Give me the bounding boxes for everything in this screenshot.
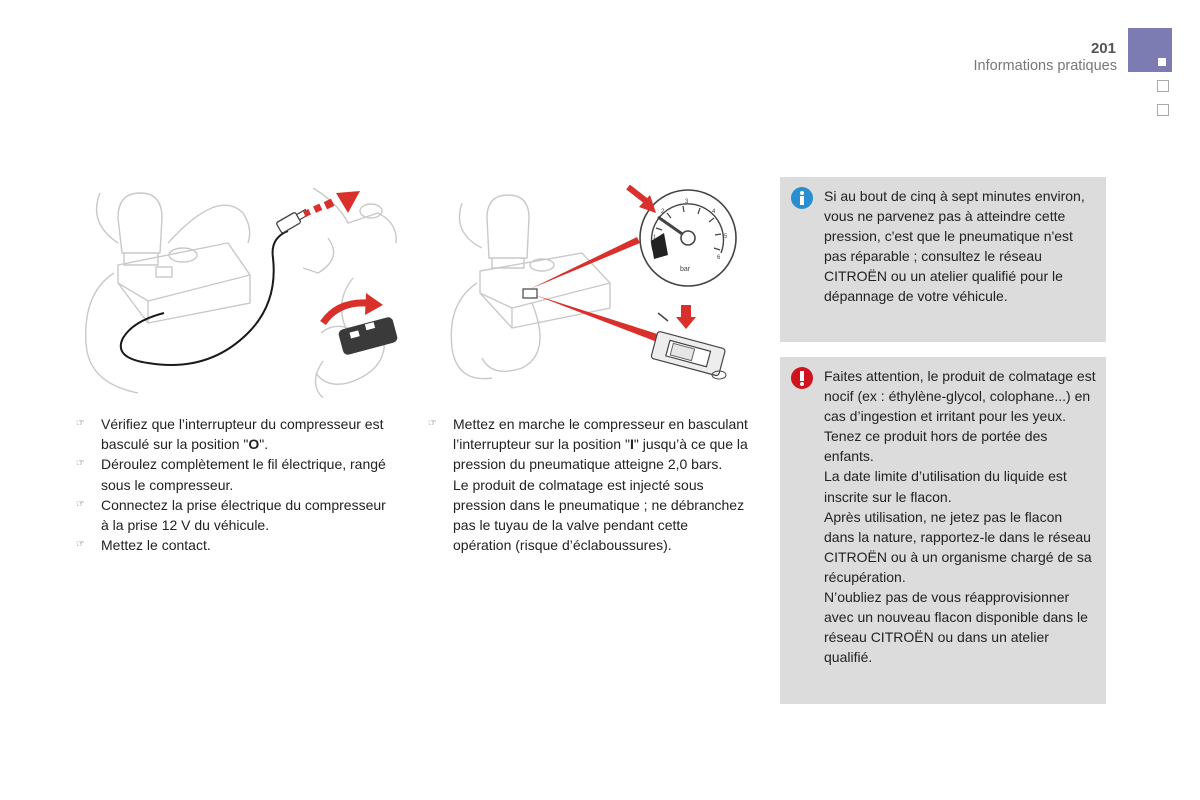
instruction-text-end: " jusqu’à ce que la pression du pneumatique atteigne 2,0 bars.	[453, 436, 748, 473]
instruction-item	[76, 414, 396, 454]
info-note-box	[780, 177, 1106, 342]
gauge-tick-6: 6	[717, 255, 721, 261]
chapter-tab-square-empty-2	[1157, 104, 1169, 116]
pointing-hand-bullet-icon: ☞	[428, 418, 437, 429]
instruction-bold-value: O	[248, 436, 260, 453]
left-instructions	[76, 414, 396, 555]
instruction-item	[76, 495, 396, 535]
info-icon	[791, 187, 813, 209]
instruction-item	[428, 414, 750, 555]
compressor-gauge-drawing	[432, 183, 742, 383]
instruction-text: Mettez le contact.	[101, 537, 211, 554]
compressor-connection-drawing	[78, 183, 400, 398]
pointing-hand-bullet-icon: ☞	[76, 458, 85, 470]
warning-note-text	[824, 366, 1096, 667]
instruction-text: Vérifiez que l’interrupteur du compresseur est basculé sur la position "	[101, 416, 384, 453]
gauge-tick-5: 5	[724, 234, 728, 240]
gauge-tick-2: 2	[661, 209, 665, 215]
gauge-tick-3: 3	[685, 199, 689, 205]
warning-icon	[791, 367, 813, 389]
chapter-tab-square-active	[1158, 58, 1166, 66]
warning-paragraph: Tenez ce produit hors de portée des enfants.	[824, 428, 1048, 465]
compressor-gauge-illustration	[432, 183, 742, 383]
compressor-connection-illustration	[78, 183, 400, 398]
info-note-text: Si au bout de cinq à sept minutes environ, vous ne parvenez pas à atteindre cette pression, c'est que le pneumatique n'est pas réparable ; consultez le réseau CITROËN ou un atelier qualifié pour le dépannage de votre véhicule.	[824, 188, 1085, 305]
pointing-hand-bullet-icon: ☞	[76, 418, 85, 429]
instruction-item	[76, 535, 396, 555]
instruction-text-end: ".	[259, 436, 269, 453]
instruction-list	[428, 414, 750, 555]
instruction-bold-value: I	[629, 436, 634, 453]
middle-instructions	[428, 414, 750, 555]
pointing-hand-bullet-icon: ☞	[76, 539, 85, 551]
instruction-paragraph-2: Le produit de colmatage est injecté sous pression dans le pneumatique ; ne débranchez pas le tuyau de la valve pendant cette opération (risque d’éclaboussures).	[453, 476, 745, 554]
page-number: 201	[1090, 40, 1116, 57]
gauge-tick-4: 4	[712, 209, 716, 215]
pointing-hand-bullet-icon: ☞	[76, 498, 85, 510]
warning-paragraph: Après utilisation, ne jetez pas le flacon dans la nature, rapportez-le dans le réseau CITROËN ou à un organisme chargé de sa récupération.	[824, 508, 1092, 585]
instruction-text: Mettez en marche le compresseur en basculant l’interrupteur sur la position "	[453, 416, 748, 453]
gauge-unit-label: bar	[680, 266, 691, 273]
warning-paragraph: N’oubliez pas de vous réapprovisionner avec un nouveau flacon disponible dans le réseau CITROËN ou dans un atelier qualifié.	[824, 589, 1088, 666]
instruction-item	[76, 454, 396, 494]
warning-note-box	[780, 357, 1106, 704]
warning-paragraph: Faites attention, le produit de colmatage est nocif (ex : éthylène-glycol, colophane...) en cas d’ingestion et irritant pour les yeux.	[824, 368, 1096, 425]
instruction-text: Déroulez complètement le fil électrique, rangé sous le compresseur.	[101, 456, 386, 493]
gauge-tick-1: 1	[653, 235, 657, 241]
section-title: Informations pratiques	[973, 58, 1117, 74]
chapter-tab-square-empty-1	[1157, 80, 1169, 92]
instruction-text: Connectez la prise électrique du compresseur à la prise 12 V du véhicule.	[101, 496, 386, 534]
switch-illustration	[523, 289, 537, 298]
warning-paragraph: La date limite d’utilisation du liquide est inscrite sur le flacon.	[824, 468, 1067, 505]
instruction-list	[76, 414, 396, 555]
